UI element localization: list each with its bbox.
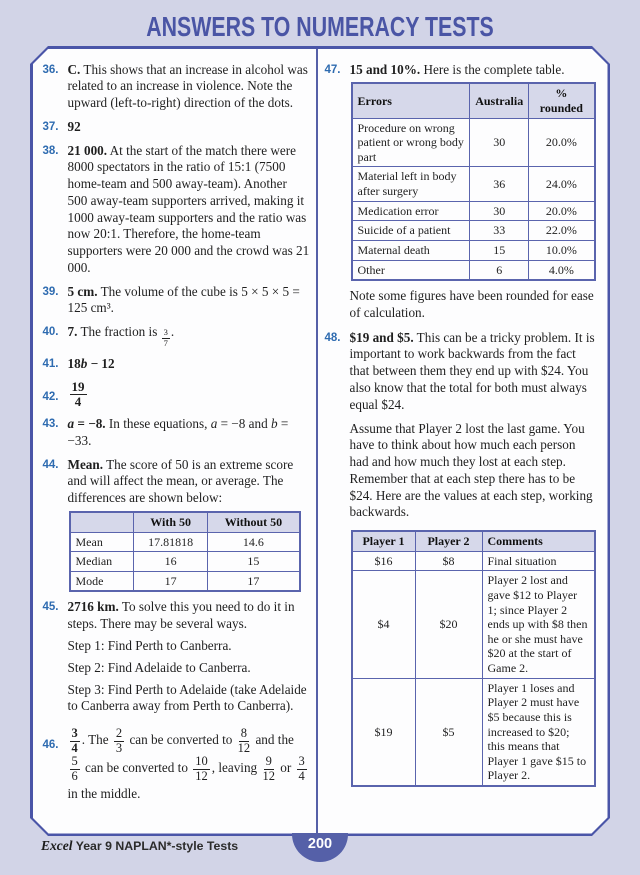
answer-paragraph: Assume that Player 2 lost the last game. You have to think about how much each person had and how much they lost at each step. Remember that at each step there has to be $24. Here are the values at each step, working backwards. [349,420,593,520]
answer-lead [68,356,115,371]
table-cell: Player 1 loses and Player 2 must have $5 because this is increased to $20; this means that Player 1 gave $15 to Player 2. [482,678,595,786]
fraction [193,755,210,783]
question-45 [43,599,310,715]
question-number: 38. [42,144,59,157]
table-row [352,240,595,260]
fraction-denominator: 4 [71,741,78,756]
answer-text: In these equations, [105,416,211,432]
answer-text: 18 [67,356,81,372]
answer-text: This shows that an increase in alcohol was related to an increase in violence. Note the upward (left-to-right) direction of the dots. [67,61,308,111]
answer-columns [33,49,608,834]
answer-text: Here is the complete table. [420,61,565,77]
answer-lead: 15 and 10%. [349,61,421,77]
question-number: 39. [42,285,59,298]
table-header-cell: % rounded [529,83,595,118]
note-text: Note some figures have been rounded for ease of calculation. [349,288,594,320]
table-cell: 22.0% [529,221,595,241]
answer-text: To solve this you need to do it in steps. There may be several ways. [67,599,295,632]
fraction-denominator: 12 [195,769,208,784]
table-cell: 17 [208,571,300,591]
table-row [352,201,595,221]
table-row [352,221,595,241]
table-cell: 33 [470,221,529,241]
question-40 [43,324,310,349]
fraction-numerator: 19 [71,378,85,394]
fraction [262,755,275,783]
fraction-numerator: 9 [265,754,272,769]
question-number: 41. [42,358,59,371]
table-row [352,531,595,551]
answer-text: in the middle. [67,785,141,801]
column-divider [316,49,318,834]
fraction-denominator: 12 [262,769,275,784]
fraction [238,727,251,755]
answer-text: can be converted to [126,732,236,748]
question-number: 40. [42,326,59,339]
table-cell: Material left in body after surgery [352,167,470,201]
question-46 [43,727,310,803]
table-row [70,512,300,532]
fraction [114,727,124,755]
fraction [297,755,307,783]
table-header-cell: Player 1 [352,531,416,551]
question-number: 46. [42,739,59,752]
answer-text: The volume of the cube is 5 × 5 × 5 = 125 cm³. [67,283,300,316]
answer-lead [68,416,106,431]
answer-text: or [276,760,295,776]
variable: b [271,416,278,432]
table-cell: Median [70,552,134,572]
fraction [70,755,80,783]
answer-text: = −33. [67,416,289,448]
variable: a [210,416,218,432]
table-cell: 16 [133,552,207,572]
question-42 [43,380,310,409]
table-cell: 14.6 [208,532,300,552]
question-number: 44. [42,458,59,471]
table-cell: $19 [352,678,416,786]
question-number: 42. [42,390,59,403]
question-47 [325,62,598,282]
answer-lead: 2716 km. [67,599,119,615]
answer-text: . [170,324,175,340]
answer-lead: 7. [67,324,78,340]
answer-text: and the [252,732,294,748]
answer-lead: 21 000. [67,142,108,158]
answer-lead: Mean. [67,456,104,472]
answer-text: The fraction is [77,324,161,340]
question-36 [43,62,310,112]
table-row [352,167,595,201]
table-row [70,552,300,572]
fraction-numerator: 3 [163,327,168,338]
table-row [352,678,595,786]
answer-lead: 5 cm. [67,283,98,299]
fraction [70,380,87,409]
table-row [352,260,595,280]
fraction-numerator: 2 [115,726,123,741]
footer [41,838,238,854]
left-column [33,49,316,834]
step-2: Step 2: Find Adelaide to Canberra. [67,659,251,675]
table-cell: $4 [352,571,416,678]
fraction-denominator: 6 [71,769,78,784]
table-header-cell [70,512,134,532]
table-cell: Other [352,260,470,280]
fraction [70,727,80,755]
table-cell: Mode [70,571,134,591]
question-number: 37. [42,120,59,133]
table-cell: 4.0% [529,260,595,280]
question-39 [43,284,310,318]
table-row [352,118,595,167]
fraction-numerator: 3 [298,754,305,769]
answer-lead: $19 and $5. [349,329,414,345]
footer-text: Year 9 NAPLAN*-style Tests [72,839,239,853]
step-1: Step 1: Find Perth to Canberra. [67,637,232,653]
table-cell: 6 [470,260,529,280]
table-cell: 24.0% [529,167,595,201]
table-cell: Maternal death [352,240,470,260]
question-number: 45. [42,601,59,614]
brand-name: Excel [41,838,73,853]
table-cell: 36 [470,167,529,201]
variable: b [80,356,88,372]
table-cell: Procedure on wrong patient or wrong body part [352,118,470,167]
question-41 [43,356,310,373]
fraction-denominator: 3 [115,741,123,756]
question-number: 43. [42,418,59,431]
table-cell: 30 [470,201,529,221]
fraction-numerator: 10 [195,754,208,769]
table-header-cell: Australia [470,83,529,118]
table-cell: 20.0% [529,118,595,167]
table-cell: Final situation [482,551,595,571]
question-43 [43,416,310,450]
question-44 [43,457,310,593]
table-cell: Suicide of a patient [352,221,470,241]
answer-lead: C. [67,61,81,77]
answer-text: , leaving [211,760,261,776]
fraction-denominator: 4 [298,769,305,784]
table-cell: $16 [352,551,416,571]
table-cell: 20.0% [529,201,595,221]
answer-text: = −8. [74,416,106,432]
answer-text: . The [81,732,112,748]
table-header-cell: Errors [352,83,470,118]
question-37 [43,119,310,136]
table-row [352,571,595,678]
fraction [162,328,170,348]
question-number: 48. [324,331,341,344]
right-column [316,49,608,834]
question-38 [43,143,310,277]
answer-text: The score of 50 is an extreme score and will affect the mean, or average. The differences are shown below: [67,456,294,506]
fraction-numerator: 5 [71,754,78,769]
fraction-denominator: 7 [163,338,168,349]
variable: a [67,416,75,432]
table-row [70,532,300,552]
players-table [351,530,596,787]
answer-lead: 92 [67,118,81,134]
question-48 [325,330,598,787]
stats-table [69,511,301,593]
answer-text: can be converted to [81,760,192,776]
page-number-badge: 200 [292,833,348,862]
table-cell: 30 [470,118,529,167]
fraction-denominator: 4 [74,394,82,410]
table-row [352,83,595,118]
step-3: Step 3: Find Perth to Adelaide (take Adelaide to Canberra away from Perth to Canberra). [67,681,307,714]
table-header-cell: Player 2 [415,531,482,551]
table-cell: 15 [470,240,529,260]
question-number: 47. [324,63,341,76]
fraction-denominator: 12 [237,741,251,756]
answer-text: − 12 [87,356,115,372]
answer-text: This can be a tricky problem. It is important to work backwards from the fact that between them they end up with $24. You also know that the total for both must always equal $24. [349,329,595,412]
table-cell: 17 [133,571,207,591]
table-row [70,571,300,591]
table-cell: Medication error [352,201,470,221]
table-cell: 15 [208,552,300,572]
fraction-numerator: 3 [71,726,78,741]
table-cell: $5 [415,678,482,786]
page-title: ANSWERS TO NUMERACY TESTS [146,10,494,43]
table-row [352,551,595,571]
question-number: 36. [42,63,59,76]
table-header-cell: Without 50 [208,512,300,532]
table-header-cell: Comments [482,531,595,551]
answer-text: At the start of the match there were 8000 spectators in the ratio of 15:1 (7500 home-team and 500 away-team). Another 500 away-team supporters arrived, making it 1000 away-team supporters and the ratio was now 20:1. Therefore, the home-team supporters were 20 000 and the crowd was 21 000. [67,142,310,275]
table-cell: Mean [70,532,134,552]
table-cell: 17.81818 [133,532,207,552]
fraction-numerator: 8 [240,726,248,741]
errors-table [351,82,596,281]
table-cell: 10.0% [529,240,595,260]
table-cell: $8 [415,551,482,571]
table-cell: Player 2 lost and gave $12 to Player 1; since Player 2 ends up with $8 then he or she must have $20 at the start of Game 2. [482,571,595,678]
answer-text: = −8 and [217,416,272,432]
table-cell: $20 [415,571,482,678]
table-header-cell: With 50 [133,512,207,532]
